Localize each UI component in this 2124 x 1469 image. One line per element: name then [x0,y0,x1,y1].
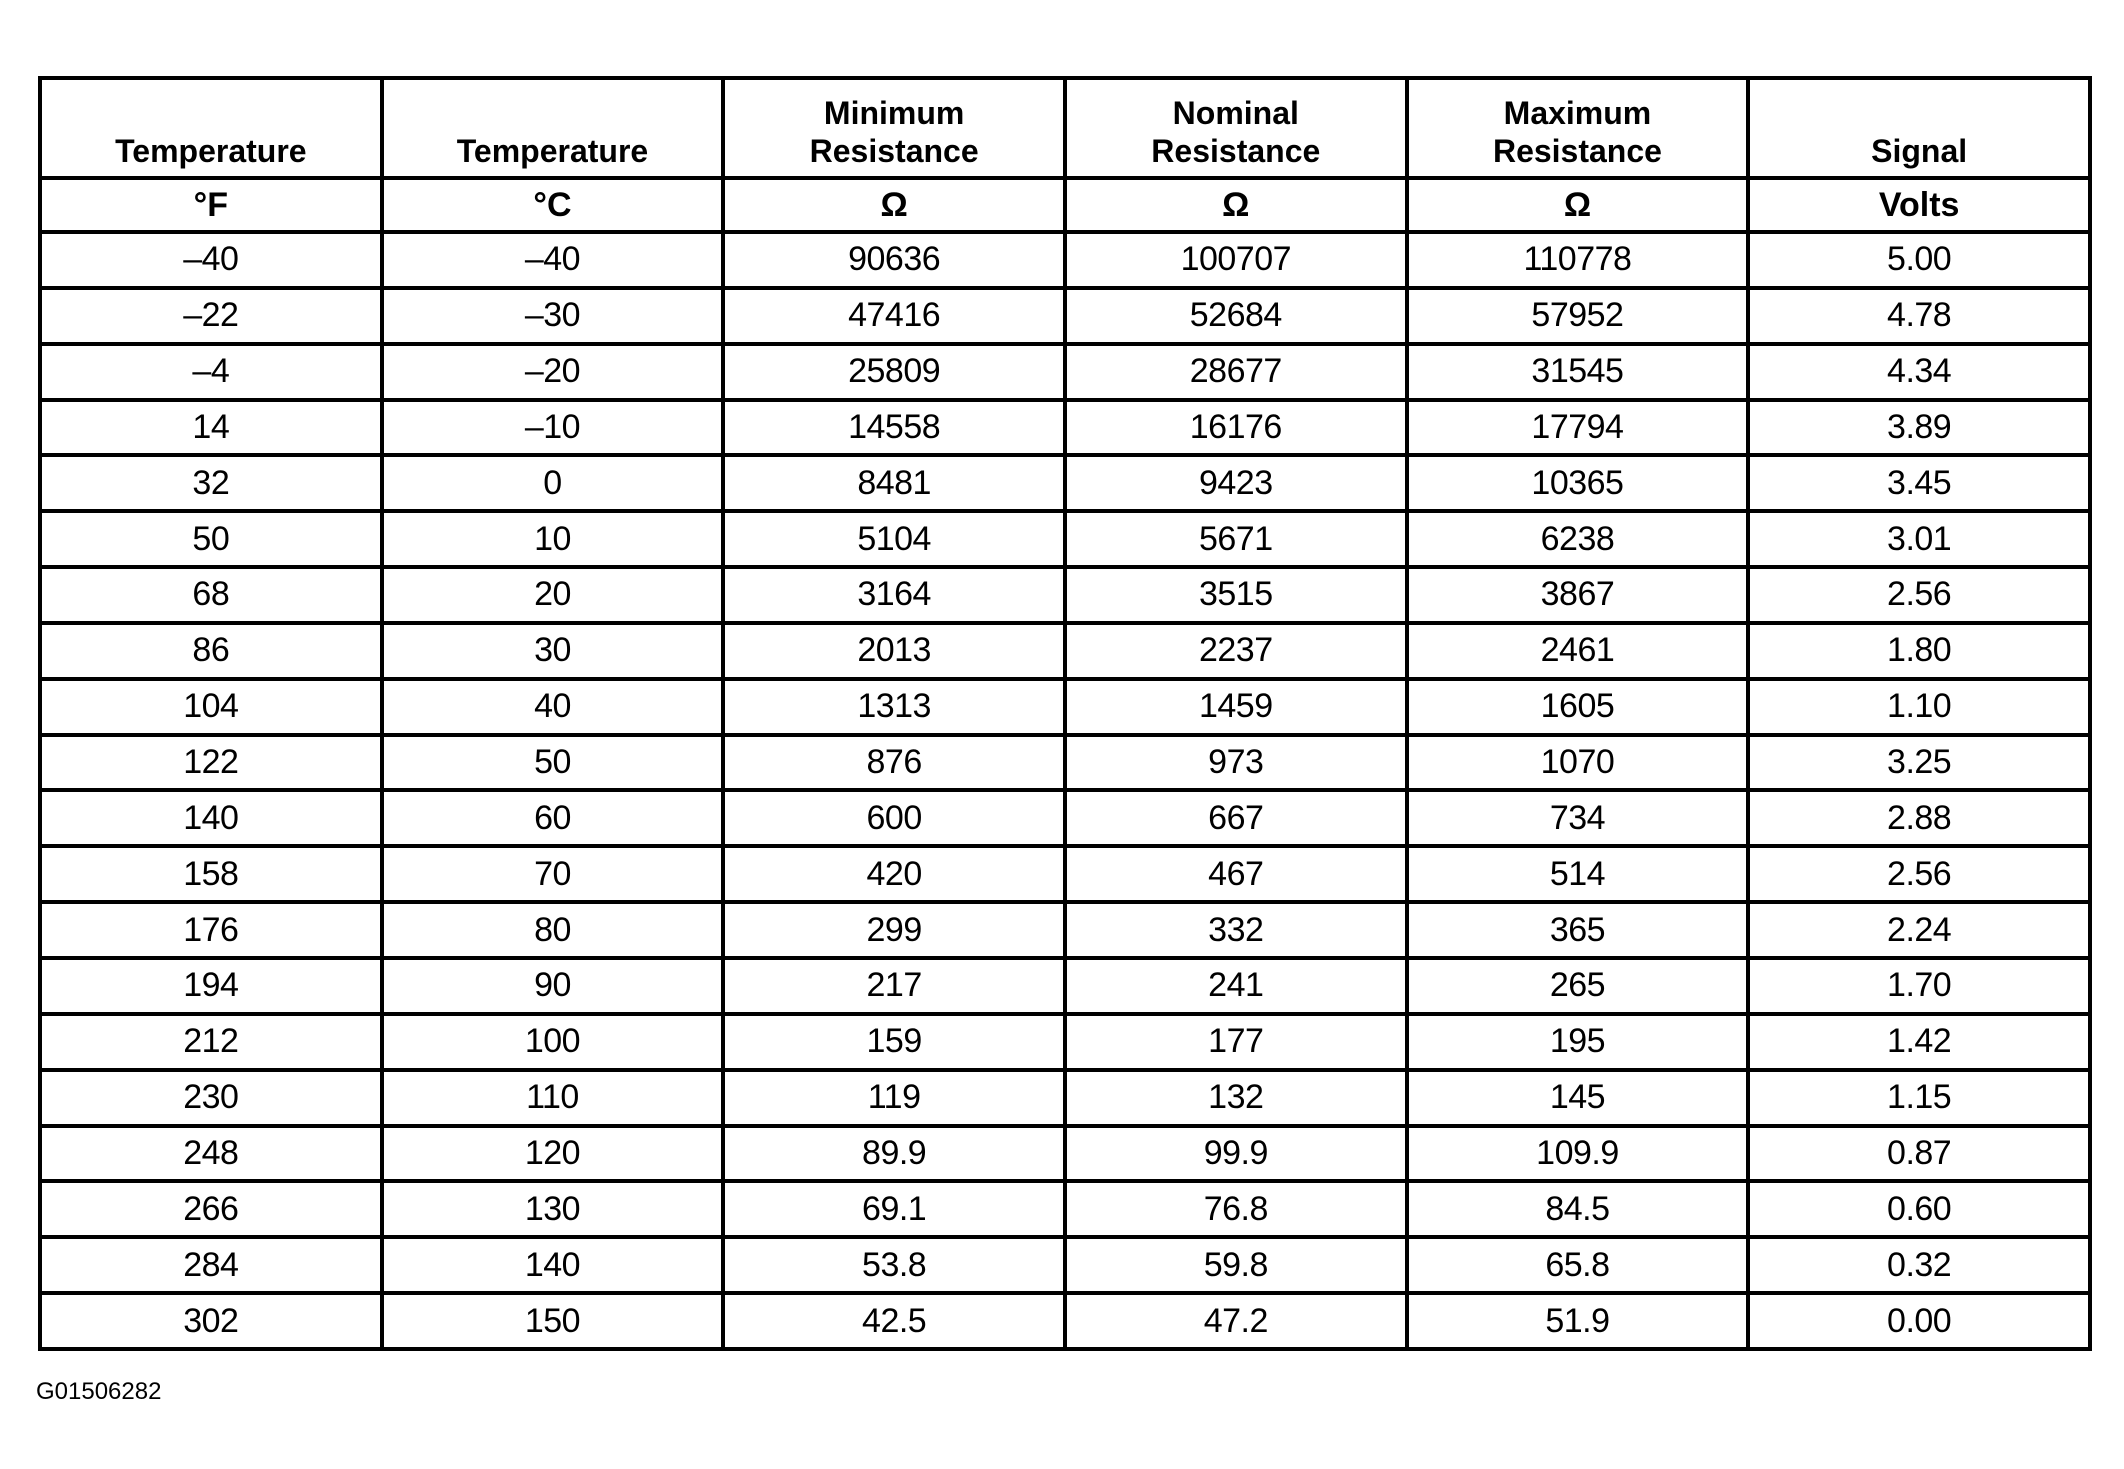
column-heading-signal-volts [1748,78,2090,178]
cell-temperature-f: 176 [40,902,382,958]
table-row [40,1070,2090,1126]
cell-minimum-resistance: 8481 [723,455,1065,511]
cell-signal-volts: 1.10 [1748,679,2090,735]
cell-signal-volts: 1.80 [1748,623,2090,679]
sensor-resistance-table [38,76,2092,1351]
cell-minimum-resistance: 2013 [723,623,1065,679]
cell-nominal-resistance: 47.2 [1065,1293,1407,1349]
cell-temperature-c: –20 [382,344,724,400]
table-row [40,1181,2090,1237]
cell-nominal-resistance: 59.8 [1065,1237,1407,1293]
cell-temperature-c: 120 [382,1126,724,1182]
column-heading-line: Minimum [823,95,965,131]
cell-maximum-resistance: 195 [1407,1014,1749,1070]
unit-minimum-resistance: Ω [723,178,1065,232]
table-row [40,288,2090,344]
cell-temperature-f: –22 [40,288,382,344]
table-row [40,958,2090,1014]
table-row [40,511,2090,567]
table-row [40,679,2090,735]
column-heading-line: Temperature [456,133,649,169]
cell-nominal-resistance: 973 [1065,735,1407,791]
cell-signal-volts: 0.32 [1748,1237,2090,1293]
cell-nominal-resistance: 100707 [1065,232,1407,288]
cell-temperature-c: –10 [382,400,724,456]
cell-nominal-resistance: 9423 [1065,455,1407,511]
cell-signal-volts: 2.56 [1748,846,2090,902]
cell-nominal-resistance: 467 [1065,846,1407,902]
column-heading-minimum-resistance [723,78,1065,178]
cell-nominal-resistance: 28677 [1065,344,1407,400]
cell-minimum-resistance: 5104 [723,511,1065,567]
cell-minimum-resistance: 53.8 [723,1237,1065,1293]
cell-temperature-f: 158 [40,846,382,902]
cell-temperature-f: 194 [40,958,382,1014]
column-heading-line: Resistance [1151,133,1321,169]
cell-minimum-resistance: 1313 [723,679,1065,735]
cell-temperature-f: 230 [40,1070,382,1126]
unit-temperature-c: °C [382,178,724,232]
table-row [40,846,2090,902]
column-heading-temperature-c [382,78,724,178]
cell-temperature-c: –30 [382,288,724,344]
cell-temperature-f: 122 [40,735,382,791]
cell-minimum-resistance: 876 [723,735,1065,791]
column-heading-row [40,78,2090,178]
cell-maximum-resistance: 31545 [1407,344,1749,400]
cell-signal-volts: 3.45 [1748,455,2090,511]
cell-temperature-f: 14 [40,400,382,456]
cell-maximum-resistance: 109.9 [1407,1126,1749,1182]
cell-signal-volts: 3.89 [1748,400,2090,456]
cell-temperature-f: 68 [40,567,382,623]
cell-nominal-resistance: 2237 [1065,623,1407,679]
table-row [40,1237,2090,1293]
cell-maximum-resistance: 84.5 [1407,1181,1749,1237]
cell-temperature-c: 0 [382,455,724,511]
cell-signal-volts: 1.70 [1748,958,2090,1014]
cell-temperature-f: 284 [40,1237,382,1293]
unit-nominal-resistance: Ω [1065,178,1407,232]
table-body [40,232,2090,1349]
unit-row [40,178,2090,232]
cell-temperature-c: 80 [382,902,724,958]
cell-nominal-resistance: 52684 [1065,288,1407,344]
table-row [40,735,2090,791]
cell-maximum-resistance: 51.9 [1407,1293,1749,1349]
cell-temperature-f: –4 [40,344,382,400]
cell-minimum-resistance: 14558 [723,400,1065,456]
cell-minimum-resistance: 89.9 [723,1126,1065,1182]
cell-signal-volts: 2.56 [1748,567,2090,623]
cell-maximum-resistance: 265 [1407,958,1749,1014]
figure-code: G01506282 [36,1378,162,1405]
cell-signal-volts: 0.00 [1748,1293,2090,1349]
cell-signal-volts: 3.01 [1748,511,2090,567]
cell-temperature-f: 266 [40,1181,382,1237]
table-row [40,232,2090,288]
cell-temperature-c: 10 [382,511,724,567]
cell-minimum-resistance: 90636 [723,232,1065,288]
cell-temperature-f: 302 [40,1293,382,1349]
cell-minimum-resistance: 47416 [723,288,1065,344]
column-heading-line: Resistance [1492,133,1662,169]
cell-minimum-resistance: 420 [723,846,1065,902]
cell-signal-volts: 1.15 [1748,1070,2090,1126]
cell-temperature-f: 104 [40,679,382,735]
table-row [40,400,2090,456]
column-heading-line: Nominal [1172,95,1299,131]
cell-temperature-c: 70 [382,846,724,902]
cell-minimum-resistance: 25809 [723,344,1065,400]
cell-maximum-resistance: 734 [1407,790,1749,846]
cell-maximum-resistance: 65.8 [1407,1237,1749,1293]
table-row [40,567,2090,623]
cell-temperature-c: 20 [382,567,724,623]
table-row [40,902,2090,958]
cell-minimum-resistance: 299 [723,902,1065,958]
cell-temperature-c: 50 [382,735,724,791]
cell-maximum-resistance: 17794 [1407,400,1749,456]
table-row [40,1014,2090,1070]
column-heading-temperature-f [40,78,382,178]
cell-temperature-c: 110 [382,1070,724,1126]
unit-signal-volts: Volts [1748,178,2090,232]
unit-maximum-resistance: Ω [1407,178,1749,232]
cell-maximum-resistance: 2461 [1407,623,1749,679]
cell-temperature-c: 90 [382,958,724,1014]
cell-minimum-resistance: 69.1 [723,1181,1065,1237]
column-heading-line: Temperature [115,133,307,169]
cell-temperature-f: 212 [40,1014,382,1070]
cell-nominal-resistance: 177 [1065,1014,1407,1070]
column-heading-line: Maximum [1503,95,1652,131]
cell-minimum-resistance: 217 [723,958,1065,1014]
cell-signal-volts: 3.25 [1748,735,2090,791]
cell-nominal-resistance: 667 [1065,790,1407,846]
cell-signal-volts: 2.24 [1748,902,2090,958]
cell-maximum-resistance: 365 [1407,902,1749,958]
cell-maximum-resistance: 514 [1407,846,1749,902]
cell-temperature-c: 60 [382,790,724,846]
cell-signal-volts: 0.87 [1748,1126,2090,1182]
cell-nominal-resistance: 132 [1065,1070,1407,1126]
cell-nominal-resistance: 3515 [1065,567,1407,623]
cell-temperature-f: –40 [40,232,382,288]
cell-signal-volts: 4.34 [1748,344,2090,400]
cell-temperature-c: –40 [382,232,724,288]
cell-signal-volts: 2.88 [1748,790,2090,846]
cell-minimum-resistance: 119 [723,1070,1065,1126]
cell-temperature-c: 150 [382,1293,724,1349]
cell-nominal-resistance: 99.9 [1065,1126,1407,1182]
cell-maximum-resistance: 10365 [1407,455,1749,511]
cell-nominal-resistance: 332 [1065,902,1407,958]
cell-nominal-resistance: 5671 [1065,511,1407,567]
table-row [40,790,2090,846]
cell-signal-volts: 0.60 [1748,1181,2090,1237]
cell-signal-volts: 5.00 [1748,232,2090,288]
cell-minimum-resistance: 600 [723,790,1065,846]
cell-temperature-f: 248 [40,1126,382,1182]
cell-minimum-resistance: 159 [723,1014,1065,1070]
cell-maximum-resistance: 6238 [1407,511,1749,567]
table-header [40,78,2090,232]
cell-temperature-f: 32 [40,455,382,511]
cell-maximum-resistance: 1605 [1407,679,1749,735]
table-row [40,455,2090,511]
cell-minimum-resistance: 3164 [723,567,1065,623]
cell-temperature-c: 40 [382,679,724,735]
cell-nominal-resistance: 241 [1065,958,1407,1014]
cell-nominal-resistance: 76.8 [1065,1181,1407,1237]
cell-nominal-resistance: 16176 [1065,400,1407,456]
table-row [40,344,2090,400]
table-row [40,1293,2090,1349]
cell-temperature-f: 86 [40,623,382,679]
table-row [40,1126,2090,1182]
cell-temperature-c: 130 [382,1181,724,1237]
column-heading-line: Signal [1871,133,1968,169]
cell-temperature-c: 30 [382,623,724,679]
cell-signal-volts: 1.42 [1748,1014,2090,1070]
cell-temperature-c: 140 [382,1237,724,1293]
column-heading-line: Resistance [809,133,979,169]
cell-signal-volts: 4.78 [1748,288,2090,344]
cell-temperature-c: 100 [382,1014,724,1070]
column-heading-maximum-resistance [1407,78,1749,178]
cell-maximum-resistance: 57952 [1407,288,1749,344]
cell-maximum-resistance: 110778 [1407,232,1749,288]
column-heading-nominal-resistance [1065,78,1407,178]
table-row [40,623,2090,679]
cell-temperature-f: 140 [40,790,382,846]
cell-maximum-resistance: 145 [1407,1070,1749,1126]
cell-maximum-resistance: 3867 [1407,567,1749,623]
cell-maximum-resistance: 1070 [1407,735,1749,791]
cell-minimum-resistance: 42.5 [723,1293,1065,1349]
cell-temperature-f: 50 [40,511,382,567]
cell-nominal-resistance: 1459 [1065,679,1407,735]
unit-temperature-f: °F [40,178,382,232]
